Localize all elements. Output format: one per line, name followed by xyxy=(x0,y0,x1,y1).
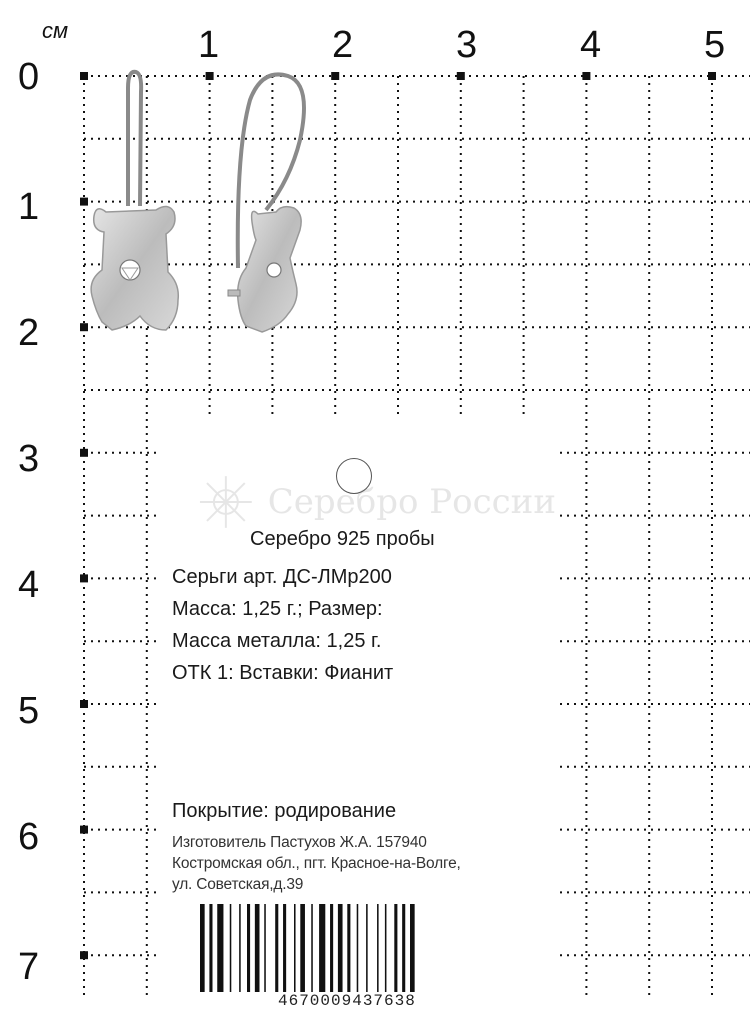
barcode-bar xyxy=(247,904,250,992)
barcode-bar xyxy=(410,904,415,992)
unit-label: см xyxy=(42,18,69,43)
earring-front xyxy=(91,72,178,330)
barcode xyxy=(200,904,520,996)
y-axis-label: 0 xyxy=(18,56,40,98)
earring-side xyxy=(228,74,304,332)
product-tag xyxy=(158,418,556,1018)
barcode-bar xyxy=(319,904,325,992)
brand-watermark xyxy=(196,472,556,532)
x-axis-label: 3 xyxy=(456,24,478,66)
maker-line-1: Изготовитель Пастухов Ж.А. 157940 xyxy=(172,834,427,851)
barcode-bar xyxy=(347,904,350,992)
barcode-bar xyxy=(264,904,266,992)
barcode-bar xyxy=(283,904,286,992)
cubic-zirconia-stone-side xyxy=(267,263,281,277)
y-axis-label: 2 xyxy=(18,312,40,354)
y-axis-label: 1 xyxy=(18,186,40,228)
barcode-bar xyxy=(377,904,379,992)
barcode-bar xyxy=(402,904,405,992)
tag-line-coating: Покрытие: родирование xyxy=(172,800,397,822)
barcode-bar xyxy=(338,904,343,992)
barcode-bar xyxy=(394,904,397,992)
y-axis-label: 6 xyxy=(18,816,40,858)
maker-line-2: Костромская обл., пгт. Красное-на-Волге, xyxy=(172,855,461,872)
barcode-bar xyxy=(294,904,296,992)
barcode-bar xyxy=(330,904,333,992)
x-axis-label: 1 xyxy=(198,24,220,66)
barcode-bar xyxy=(366,904,368,992)
brand-name: Серебро России xyxy=(267,482,556,522)
y-axis-label: 3 xyxy=(18,438,40,480)
barcode-bar xyxy=(311,904,313,992)
x-axis-label: 2 xyxy=(332,24,354,66)
tag-line-mass-size: Масса: 1,25 г.; Размер: xyxy=(172,598,383,620)
barcode-bar xyxy=(239,904,241,992)
tag-line-silver: Серебро 925 пробы xyxy=(250,528,435,550)
barcode-bar xyxy=(200,904,205,992)
barcode-digits: 4670009437638 xyxy=(278,992,416,1010)
y-axis-label: 4 xyxy=(18,564,40,606)
x-axis-label: 4 xyxy=(580,24,602,66)
barcode-bar xyxy=(230,904,232,992)
y-axis-label: 5 xyxy=(18,690,40,732)
barcode-bar xyxy=(357,904,359,992)
barcode-bar xyxy=(209,904,212,992)
maker-line-3: ул. Советская,д.39 xyxy=(172,876,304,893)
tag-line-inserts: ОТК 1: Вставки: Фианит xyxy=(172,662,394,684)
tag-line-article: Серьги арт. ДС-ЛМр200 xyxy=(172,566,392,588)
snowflake-logo-icon xyxy=(196,472,256,532)
y-axis-label: 7 xyxy=(18,946,40,988)
barcode-bar xyxy=(385,904,387,992)
barcode-bar xyxy=(275,904,278,992)
x-axis-label: 5 xyxy=(704,24,726,66)
barcode-bar xyxy=(217,904,223,992)
tag-line-metal-mass: Масса металла: 1,25 г. xyxy=(172,630,382,652)
barcode-bar xyxy=(255,904,260,992)
barcode-bar xyxy=(300,904,305,992)
